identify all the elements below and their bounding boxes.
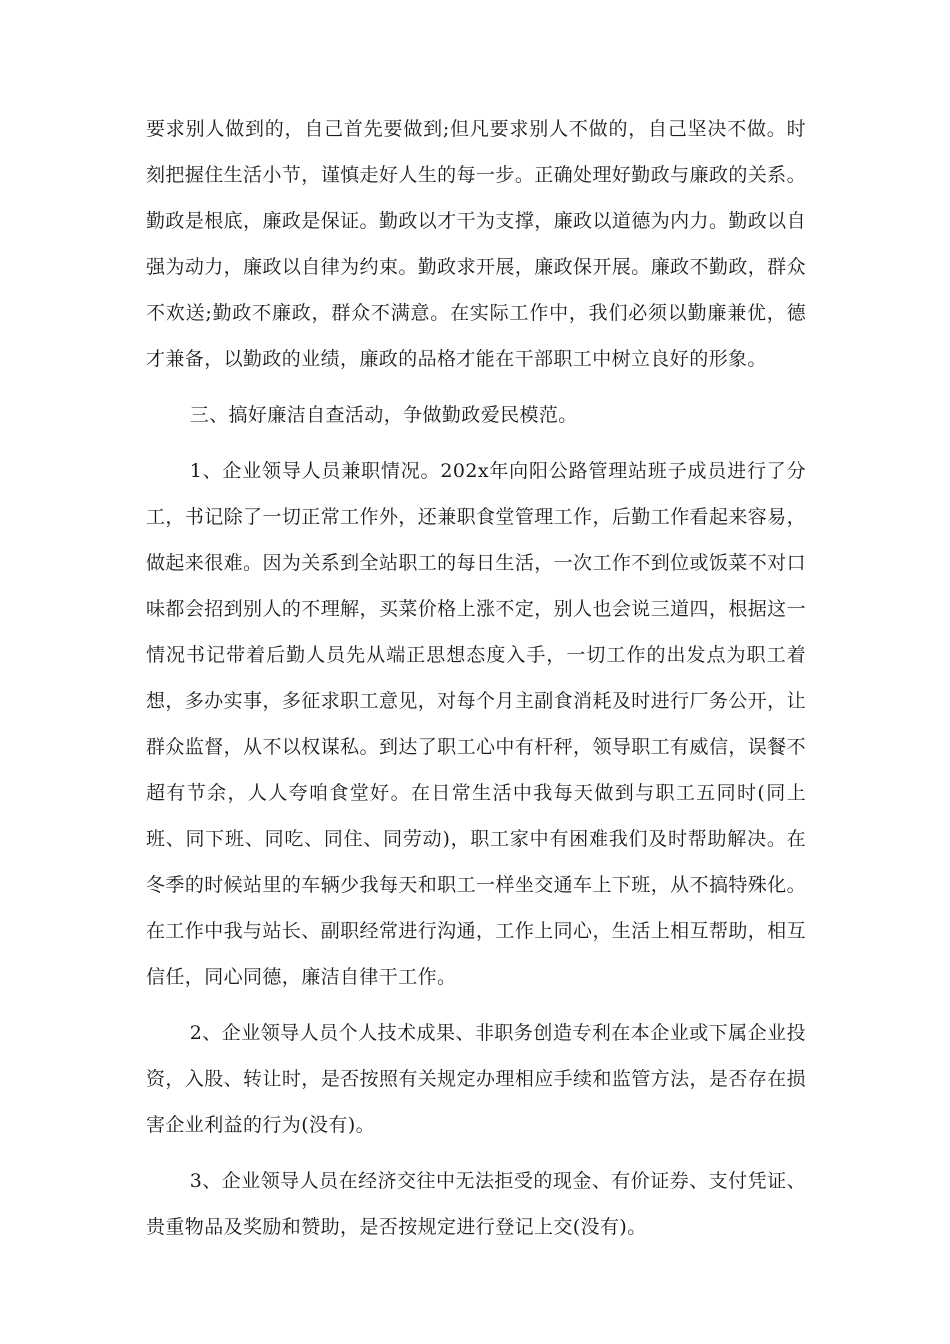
paragraph-item-2: 2、企业领导人员个人技术成果、非职务创造专利在本企业或下属企业投资，入股、转让时，是否按照有关规定办理相应手续和监管方法，是否存在损害企业利益的行为(没有)。: [146, 1022, 806, 1136]
paragraph-item-3: 3、企业领导人员在经济交往中无法拒受的现金、有价证券、支付凭证、贵重物品及奖励和赞助，是否按规定进行登记上交(没有)。: [146, 1170, 806, 1238]
paragraph-continuation: 要求别人做到的，自己首先要做到;但凡要求别人不做的，自己坚决不做。时刻把握住生活小节，谨慎走好人生的每一步。正确处理好勤政与廉政的关系。勤政是根底，廉政是保证。勤政以才干为支撑，廉政以道德为内力。勤政以自强为动力，廉政以自律为约束。勤政求开展，廉政保开展。廉政不勤政，群众不欢送;勤政不廉政，群众不满意。在实际工作中，我们必须以勤廉兼优，德才兼备，以勤政的业绩，廉政的品格才能在干部职工中树立良好的形象。: [146, 118, 806, 370]
document-body: [146, 106, 806, 1250]
paragraph-item-1: 1、企业领导人员兼职情况。202x年向阳公路管理站班子成员进行了分工，书记除了一切正常工作外，还兼职食堂管理工作，后勤工作看起来容易，做起来很难。因为关系到全站职工的每日生活，一次工作不到位或饭菜不对口味都会招到别人的不理解，买菜价格上涨不定，别人也会说三道四，根据这一情况书记带着后勤人员先从端正思想态度入手，一切工作的出发点为职工着想，多办实事，多征求职工意见，对每个月主副食消耗及时进行厂务公开，让群众监督，从不以权谋私。到达了职工心中有杆秤，领导职工有威信，误餐不超有节余，人人夸咱食堂好。在日常生活中我每天做到与职工五同时(同上班、同下班、同吃、同住、同劳动)，职工家中有困难我们及时帮助解决。在冬季的时候站里的车辆少我每天和职工一样坐交通车上下班，从不搞特殊化。在工作中我与站长、副职经常进行沟通，工作上同心，生活上相互帮助，相互信任，同心同德，廉洁自律干工作。: [146, 460, 806, 988]
section-heading-three: 三、搞好廉洁自查活动，争做勤政爱民模范。: [189, 404, 578, 426]
